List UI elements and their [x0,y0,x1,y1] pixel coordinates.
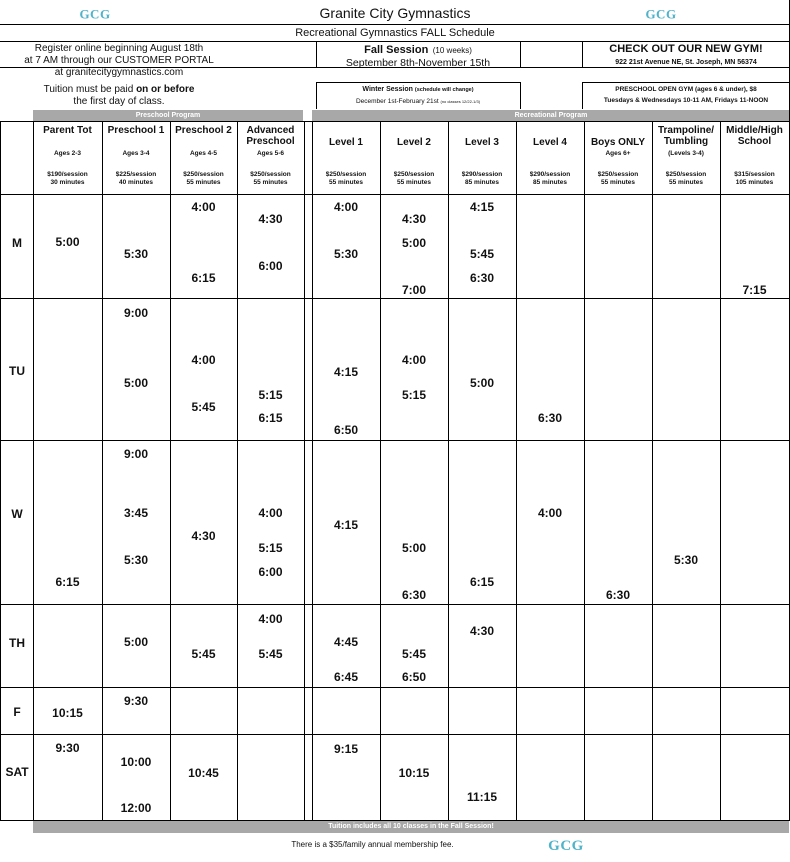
recreational-program-bar: Recreational Program [312,110,790,121]
class-time: 6:30 [469,271,495,285]
class-time: 10:00 [120,755,152,769]
day-label-saturday: SAT [5,765,29,779]
class-time: 4:00 [191,353,216,367]
tuition-includes-bar: Tuition includes all 10 classes in the Fall Session! [33,821,789,833]
tuition-note: Tuition must be paid on or before the first day of class. [43,84,195,107]
class-time: 6:30 [537,411,563,425]
class-time: 5:45 [401,647,427,661]
class-time: 6:15 [469,575,495,589]
class-time: 10:15 [52,706,83,720]
svg-text:GCG: GCG [79,6,111,22]
class-time: 5:15 [258,541,283,555]
class-time: 5:15 [258,388,283,402]
class-time: 6:30 [605,588,631,602]
class-time: 4:00 [537,506,563,520]
class-time: 4:30 [401,212,427,226]
winter-session-box: Winter Session (schedule will change) December 1st-February 21st (no classes 12/22-1/3) [355,86,481,105]
class-time: 6:30 [401,588,427,602]
class-time: 4:30 [191,529,216,543]
preschool-program-bar: Preschool Program [33,110,303,121]
class-time: 4:00 [191,200,216,214]
membership-fee-note: There is a $35/family annual membership fee. [291,840,454,849]
class-time: 6:45 [333,670,359,684]
class-time: 7:00 [401,283,427,297]
class-time: 5:15 [401,388,427,402]
class-time: 5:30 [673,553,699,567]
class-time: 6:15 [191,271,216,285]
class-time: 5:30 [333,247,359,261]
class-time: 5:00 [401,541,427,555]
col-header-level-3: Level 3 $290/session 85 minutes [461,137,503,186]
day-label-thursday: TH [9,636,25,650]
class-time: 4:15 [333,518,359,532]
class-time: 4:00 [258,612,283,626]
class-time: 9:00 [123,306,149,320]
col-header-boys-only: Boys ONLY Ages 6+ $250/session 55 minutes [590,137,646,186]
class-time: 9:30 [123,694,149,708]
class-time: 9:30 [55,741,80,755]
col-header-level-1: Level 1 $250/session 55 minutes [325,137,367,186]
class-time: 3:45 [123,506,149,520]
page-title: Granite City Gymnastics [319,5,471,21]
class-time: 6:15 [258,411,283,425]
gcg-logo-footer [543,836,589,854]
class-time: 4:15 [333,365,359,379]
col-header-preschool-2: Preschool 2 Ages 4-5 $250/session 55 minutes [175,125,232,186]
col-header-preschool-1: Preschool 1 Ages 3-4 $225/session 40 minutes [107,125,165,186]
class-time: 4:00 [333,200,359,214]
class-time: 9:00 [123,447,149,461]
class-time: 5:45 [258,647,283,661]
registration-info: Register online beginning August 18th at 7 AM through our CUSTOMER PORTAL at granitecitygymnastics.com [24,43,214,78]
class-time: 5:00 [123,635,149,649]
class-time: 4:00 [401,353,427,367]
class-time: 4:15 [469,200,495,214]
class-time: 12:00 [120,801,152,815]
open-gym-box: PRESCHOOL OPEN GYM (ages 6 & under), $8 Tuesdays & Wednesdays 10-11 AM, Fridays 11-NOON [603,86,769,104]
schedule-subtitle: Recreational Gymnastics FALL Schedule [295,27,495,39]
class-time: 6:50 [333,423,359,437]
class-time: 4:30 [469,624,495,638]
fall-session-box: Fall Session (10 weeks) September 8th-November 15th [345,44,491,69]
class-time: 4:45 [333,635,359,649]
col-header-level-4: Level 4 $290/session 85 minutes [529,137,571,186]
class-time: 9:15 [333,742,359,756]
col-header-middle-high-school: Middle/High School $315/session 105 minutes [726,125,783,186]
day-label-wednesday: W [11,507,23,521]
new-gym-box: CHECK OUT OUR NEW GYM! 922 21st Avenue NE, St. Joseph, MN 56374 [609,43,763,66]
class-time: 6:00 [258,565,283,579]
class-time: 4:30 [258,212,283,226]
class-time: 5:45 [469,247,495,261]
class-time: 6:15 [55,575,80,589]
class-time: 5:30 [123,553,149,567]
svg-text:GCG: GCG [645,6,677,22]
class-time: 6:00 [258,259,283,273]
day-label-friday: F [13,705,21,719]
svg-text:GCG: GCG [548,838,584,854]
day-label-monday: M [12,236,22,250]
class-time: 6:50 [401,670,427,684]
class-time: 5:00 [55,235,80,249]
col-header-parent-tot: Parent Tot Ages 2-3 $190/session 30 minutes [43,125,92,186]
col-header-advanced-preschool: Advanced Preschool Ages 5-6 $250/session 55 minutes [246,125,295,186]
day-label-tuesday: TU [9,364,25,378]
class-time: 5:00 [401,236,427,250]
class-time: 11:15 [466,790,498,804]
class-time: 5:45 [191,400,216,414]
col-header-level-2: Level 2 $250/session 55 minutes [393,137,435,186]
class-time: 5:45 [191,647,216,661]
col-header-trampoline-tumbling: Trampoline/ Tumbling (Levels 3-4) $250/session 55 minutes [657,125,715,186]
class-time: 10:45 [188,766,219,780]
class-time: 5:00 [469,376,495,390]
class-time: 5:00 [123,376,149,390]
class-time: 4:00 [258,506,283,520]
class-time: 5:30 [123,247,149,261]
class-time: 10:15 [398,766,430,780]
class-time: 7:15 [742,283,767,297]
